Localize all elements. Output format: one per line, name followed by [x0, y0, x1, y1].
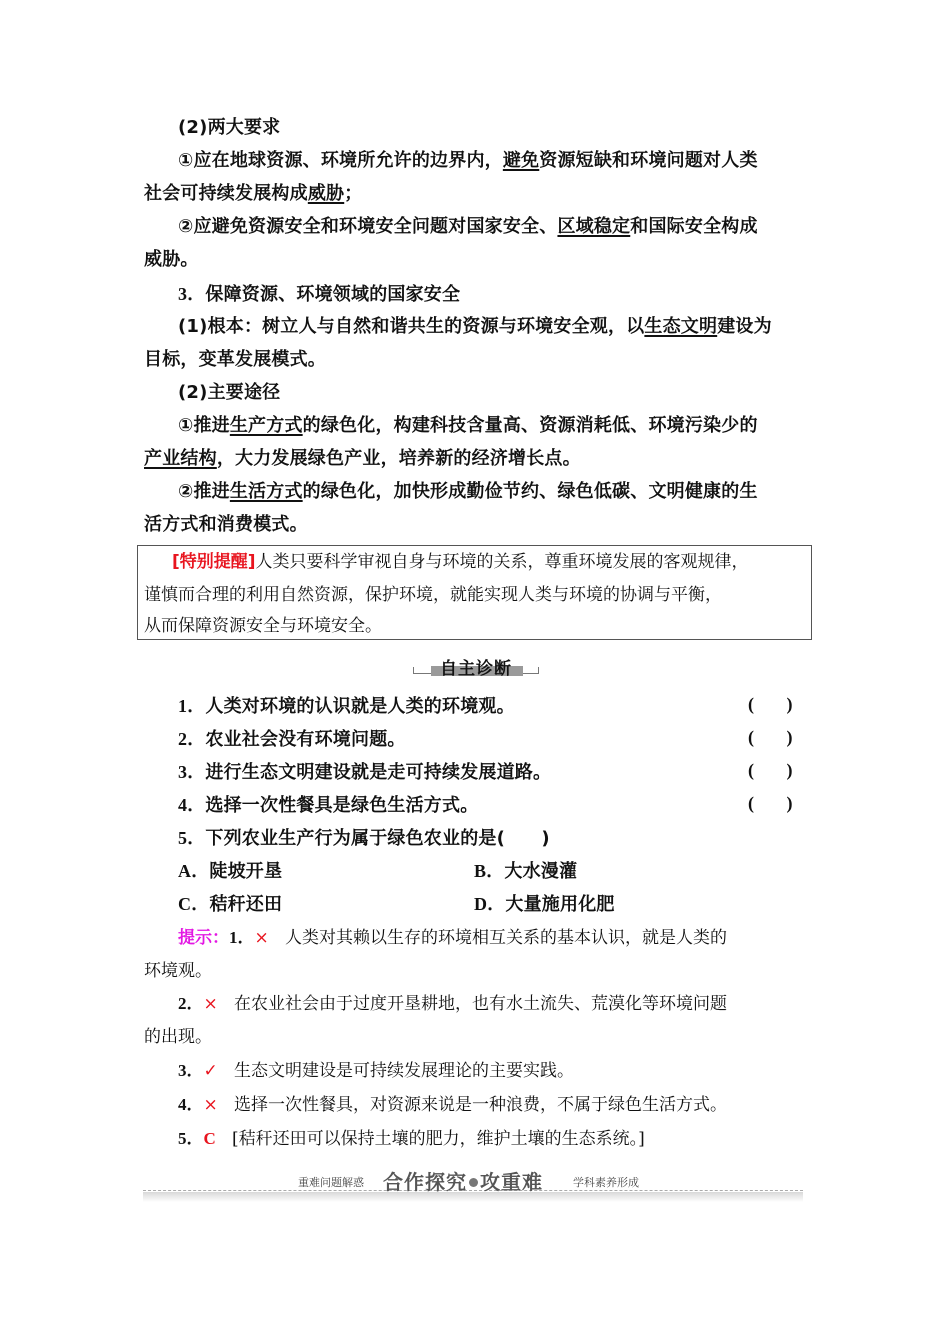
option-label: B． — [474, 861, 505, 881]
answer-blank-1[interactable]: ( ) — [748, 694, 793, 714]
section-number: 3． — [178, 284, 206, 304]
question-number: 3． — [178, 762, 206, 782]
reminder-line-1 — [172, 551, 749, 573]
hint-2-line-2 — [144, 1025, 212, 1049]
root-line-1 — [178, 315, 848, 339]
banner-main-title — [383, 1166, 543, 1195]
answer-blank-2[interactable]: ( ) — [748, 727, 793, 747]
underlined-keyword: 生态文明 — [644, 316, 718, 337]
hint-text: 的出现。 — [144, 1027, 212, 1047]
question-number: 5． — [178, 828, 206, 848]
hint-number: 4． — [178, 1095, 204, 1114]
underlined-keyword: 区域稳定 — [557, 216, 631, 237]
hint-text: 在农业社会由于过度开垦耕地，也有水土流失、荒漠化等环境问题 — [233, 994, 727, 1014]
way-1-line-1 — [178, 414, 848, 438]
root-line-2 — [144, 348, 814, 372]
option-text: 秸秆还田 — [209, 894, 283, 915]
text: 和国际安全构成 — [630, 216, 758, 237]
text: 社会可持续发展构成 — [144, 183, 308, 204]
banner-left-subtitle: 重难问题解惑 — [298, 1176, 364, 1189]
heading-text: 保障资源、环境领域的国家安全 — [205, 284, 461, 305]
special-reminder-box — [137, 545, 812, 640]
arrow-bullet-icon — [469, 1178, 478, 1187]
reminder-line-2 — [144, 584, 722, 606]
question-text: 农业社会没有环境问题。 — [205, 729, 406, 750]
text: ，大力发展绿色产业，培养新的经济增长点。 — [216, 448, 581, 469]
hint-5 — [178, 1127, 645, 1151]
hint-4 — [178, 1093, 727, 1117]
requirement-1-line-2 — [144, 182, 814, 206]
banner-title: 自主诊断 — [440, 659, 512, 679]
text: 目标，变革发展模式。 — [144, 349, 326, 370]
hint-number: 3． — [178, 1061, 204, 1080]
reminder-line-3 — [144, 615, 382, 637]
text: ； — [344, 183, 363, 204]
cross-mark-icon: × — [254, 928, 269, 948]
question-number: 1． — [178, 696, 206, 716]
section-heading-requirements — [178, 116, 848, 140]
underlined-keyword: 威胁 — [307, 183, 345, 204]
ways-heading — [178, 381, 848, 405]
answer-blank-4[interactable]: ( ) — [748, 793, 793, 813]
question-text: 进行生态文明建设就是走可持续发展道路。 — [205, 762, 552, 783]
underlined-keyword: 产业结构 — [144, 448, 217, 469]
text: 建设为 — [717, 316, 772, 337]
section-3-heading — [178, 282, 848, 307]
heading-text: (2)两大要求 — [178, 117, 281, 138]
way-2-line-1 — [178, 480, 848, 504]
hint-text: 人类对其赖以生存的环境相互关系的基本认识，就是人类的 — [284, 928, 727, 948]
answer-blank-3[interactable]: ( ) — [748, 760, 793, 780]
text: ②应避免资源安全和环境安全问题对国家安全、 — [178, 216, 558, 237]
option-label: D． — [474, 894, 506, 914]
underlined-keyword: 生活方式 — [229, 481, 303, 502]
question-text: 选择一次性餐具是绿色生活方式。 — [205, 795, 479, 816]
hint-1-line-1 — [178, 926, 727, 950]
way-1-line-2 — [144, 447, 814, 471]
option-text: 陡坡开垦 — [209, 861, 283, 882]
cross-mark-icon: × — [203, 1095, 218, 1115]
text: (1)根本：树立人与自然和谐共生的资源与环境安全观，以 — [178, 316, 645, 337]
hint-label: 提示： — [178, 928, 229, 948]
text: ②推进 — [178, 481, 230, 502]
cross-mark-icon: × — [203, 994, 218, 1014]
self-diagnosis-banner — [413, 656, 539, 678]
question-5 — [178, 826, 848, 851]
text: 活方式和消费模式。 — [144, 514, 308, 535]
hint-3 — [178, 1059, 574, 1083]
text: 从而保障资源安全与环境安全。 — [144, 616, 382, 636]
text: 的绿色化，构建科技含量高、资源消耗低、环境污染少的 — [302, 415, 758, 436]
text: 人类只要科学审视自身与环境的关系，尊重环境发展的客观规律， — [255, 552, 749, 572]
option-d[interactable] — [474, 892, 774, 917]
question-number: 2． — [178, 729, 206, 749]
hint-number: 1． — [229, 928, 255, 947]
hint-text: 选择一次性餐具，对资源来说是一种浪费，不属于绿色生活方式。 — [233, 1095, 727, 1115]
option-a[interactable] — [178, 859, 458, 884]
option-label: A． — [178, 861, 210, 881]
check-mark-icon: ✓ — [203, 1061, 218, 1081]
option-text: 大量施用化肥 — [505, 894, 615, 915]
question-text: 下列农业生产行为属于绿色农业的是( ) — [205, 828, 550, 849]
question-text: 人类对环境的认识就是人类的环境观。 — [205, 696, 515, 717]
reminder-tag: [特别提醒] — [172, 552, 256, 572]
heading-text: (2)主要途径 — [178, 382, 281, 403]
option-b[interactable] — [474, 859, 774, 884]
text: 威胁。 — [144, 249, 199, 270]
option-c[interactable] — [178, 892, 458, 917]
requirement-2-line-2 — [144, 248, 814, 272]
text: 资源短缺和环境问题对人类 — [539, 150, 758, 171]
hint-number: 2． — [178, 994, 204, 1013]
underlined-keyword: 生产方式 — [229, 415, 303, 436]
underlined-keyword: 避免 — [502, 150, 540, 171]
requirement-2-line-1 — [178, 215, 848, 239]
hint-text: 生态文明建设是可持续发展理论的主要实践。 — [233, 1061, 574, 1081]
answer-letter: C — [203, 1129, 216, 1148]
option-text: 大水漫灌 — [504, 861, 578, 882]
cooperative-inquiry-banner — [143, 1165, 803, 1205]
hint-1-line-2 — [144, 959, 212, 983]
text: ①应在地球资源、环境所允许的边界内， — [178, 150, 503, 171]
way-2-line-2 — [144, 513, 814, 537]
text: 的绿色化，加快形成勤俭节约、绿色低碳、文明健康的生 — [302, 481, 758, 502]
text: ①推进 — [178, 415, 230, 436]
hint-2-line-1 — [178, 992, 727, 1016]
banner-title-part-b: 攻重难 — [480, 1170, 543, 1194]
question-number: 4． — [178, 795, 206, 815]
requirement-1-line-1 — [178, 149, 848, 173]
option-label: C． — [178, 894, 210, 914]
hint-number: 5． — [178, 1129, 204, 1148]
banner-right-subtitle: 学科素养形成 — [573, 1176, 639, 1189]
banner-title-part-a: 合作探究 — [383, 1170, 467, 1194]
hint-text: [秸秆还田可以保持土壤的肥力，维护土壤的生态系统。] — [232, 1129, 645, 1149]
text: 谨慎而合理的利用自然资源，保护环境，就能实现人类与环境的协调与平衡， — [144, 585, 722, 605]
hint-text: 环境观。 — [144, 961, 212, 981]
